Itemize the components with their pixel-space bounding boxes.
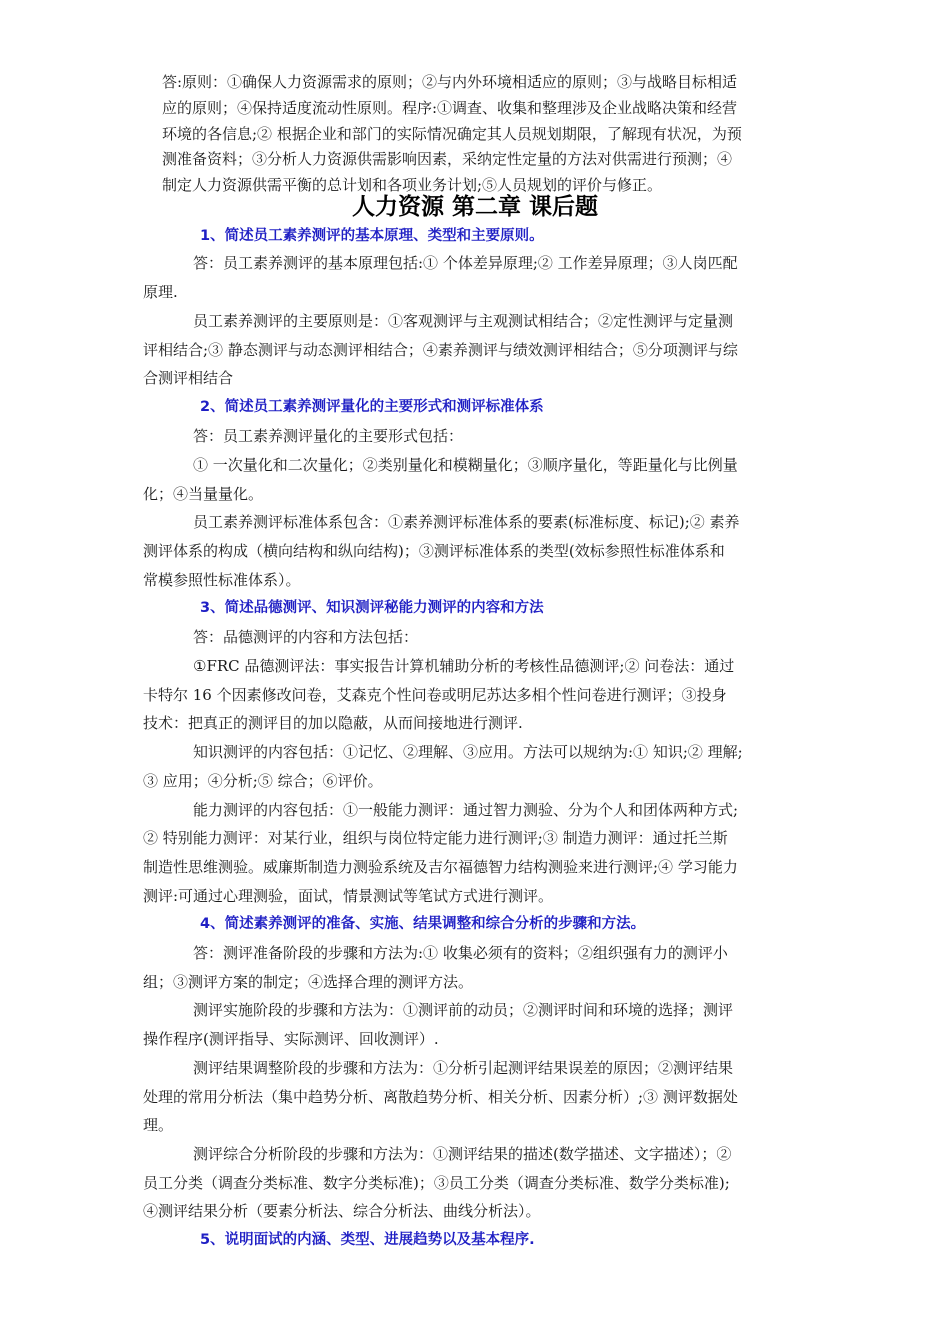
text-line: 答：品德测评的内容和方法包括： (193, 628, 419, 646)
text-line: 测评综合分析阶段的步骤和方法为：①测评结果的描述(数学描述、文字描述）；② (193, 1145, 732, 1163)
text-line: 答:原则：①确保人力资源需求的原则；②与内外环境相适应的原则；③与战略目标相适 (162, 73, 738, 91)
text-line: 制定人力资源供需平衡的总计划和各项业务计划;⑤人员规划的评价与修正。 (162, 176, 663, 194)
text-line: 技术：把真正的测评目的加以隐蔽，从而间接地进行测评. (143, 714, 523, 732)
text-line: 应的原则；④保持适度流动性原则。程序:①调查、收集和整理涉及企业战略决策和经营 (162, 99, 738, 117)
text-line: 理。 (143, 1116, 174, 1134)
text-line: 测评体系的构成（横向结构和纵向结构)；③测评标准体系的类型(效标参照性标准体系和 (143, 542, 725, 560)
text-line: 测评实施阶段的步骤和方法为：①测评前的动员；②测评时间和环境的选择；测评 (193, 1001, 734, 1019)
text-line: 答：员工素养测评量化的主要形式包括： (193, 427, 464, 445)
text-line: 合测评相结合 (143, 369, 234, 387)
text-line: 员工素养测评标准体系包含：①素养测评标准体系的要素(标准标度、标记);② 素养 (193, 513, 740, 531)
question-heading: 1、简述员工素养测评的基本原理、类型和主要原则。 (200, 228, 544, 244)
text-line: 卡特尔 16 个因素修改问卷，艾森克个性问卷或明尼苏达多相个性问卷进行测评；③投身 (143, 686, 727, 704)
text-line: ① 一次量化和二次量化；②类别量化和模糊量化；③顺序量化，等距量化与比例量 (193, 456, 738, 474)
text-line: ② 特别能力测评：对某行业，组织与岗位特定能力进行测评;③ 制造力测评：通过托兰斯 (143, 829, 728, 847)
text-line: 化；④当量量化。 (143, 485, 264, 503)
text-line: 测准备资料；③分析人力资源供需影响因素，采纳定性定量的方法对供需进行预测；④ (162, 150, 733, 168)
text-line: 原理. (143, 283, 178, 301)
text-line: 常模参照性标准体系）。 (143, 571, 301, 589)
text-line: 答：测评准备阶段的步骤和方法为:① 收集必须有的资料；②组织强有力的测评小 (193, 944, 728, 962)
text-line: 知识测评的内容包括：①记忆、②理解、③应用。方法可以规纳为:① 知识;② 理解; (193, 743, 743, 761)
question-heading: 3、简述品德测评、知识测评秘能力测评的内容和方法 (200, 600, 544, 616)
text-line: ③ 应用；④分析;⑤ 综合；⑥评价。 (143, 772, 383, 790)
text-line: 测评结果调整阶段的步骤和方法为：①分析引起测评结果误差的原因；②测评结果 (193, 1059, 734, 1077)
text-line: 操作程序(测评指导、实际测评、回收测评）. (143, 1030, 439, 1048)
text-line: 环境的各信息;② 根据企业和部门的实际情况确定其人员规划期限，了解现有状况，为预 (162, 125, 742, 143)
chapter-title: 人力资源 第二章 课后题 (351, 194, 598, 220)
text-line: 答：员工素养测评的基本原理包括:① 个体差异原理;② 工作差异原理；③人岗匹配 (193, 254, 738, 272)
text-line: 组；③测评方案的制定；④选择合理的测评方法。 (143, 973, 474, 991)
text-line: ①FRC 品德测评法：事实报告计算机辅助分析的考核性品德测评;② 问卷法：通过 (193, 657, 735, 675)
text-line: 员工素养测评的主要原则是：①客观测评与主观测试相结合；②定性测评与定量测 (193, 312, 734, 330)
text-line: ④测评结果分析（要素分析法、综合分析法、曲线分析法）。 (143, 1202, 541, 1220)
text-line: 处理的常用分析法（集中趋势分析、离散趋势分析、相关分析、因素分析）;③ 测评数据处 (143, 1088, 738, 1106)
text-line: 测评:可通过心理测验，面试，情景测试等笔试方式进行测评。 (143, 887, 554, 905)
text-line: 能力测评的内容包括：①一般能力测评：通过智力测验、分为个人和团体两种方式; (193, 801, 739, 819)
question-heading: 4、简述素养测评的准备、实施、结果调整和综合分析的步骤和方法。 (200, 916, 646, 932)
text-line: 评相结合;③ 静态测评与动态测评相结合；④素养测评与绩效测评相结合；⑤分项测评与综 (143, 341, 738, 359)
question-heading: 2、简述员工素养测评量化的主要形式和测评标准体系 (200, 399, 544, 415)
text-line: 制造性思维测验。威廉斯制造力测验系统及吉尔福德智力结构测验来进行测评;④ 学习能力 (143, 858, 738, 876)
question-heading: 5、说明面试的内涵、类型、进展趋势以及基本程序. (200, 1232, 535, 1248)
text-line: 员工分类（调查分类标准、数字分类标准)；③员工分类（调查分类标准、数学分类标准); (143, 1174, 730, 1192)
